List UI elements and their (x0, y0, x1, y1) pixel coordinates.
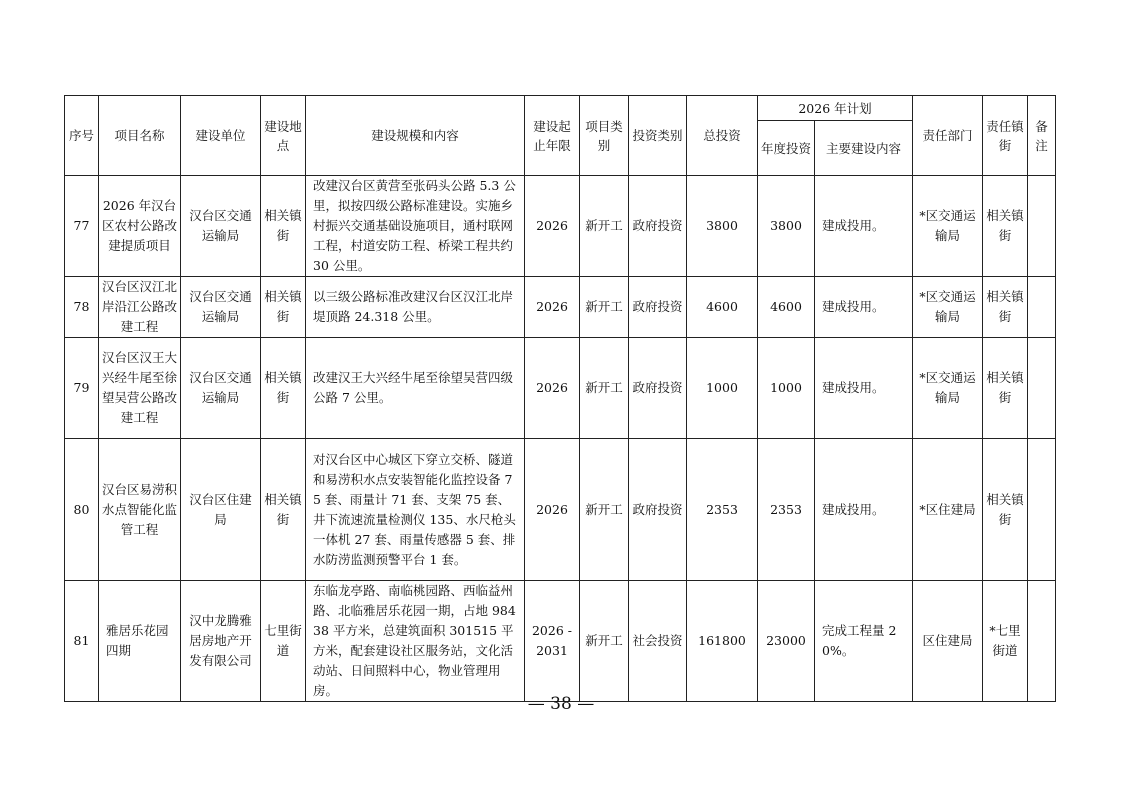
project-table (64, 95, 1056, 702)
header-location: 建设地点 (261, 96, 306, 176)
cell-dept: *区交通运输局 (913, 338, 983, 439)
cell-annual: 2353 (758, 439, 815, 581)
cell-annual: 23000 (758, 581, 815, 702)
table-row (65, 338, 1056, 439)
cell-location: 相关镇街 (261, 439, 306, 581)
cell-seq: 81 (65, 581, 99, 702)
cell-dept: *区住建局 (913, 439, 983, 581)
cell-invest-type: 政府投资 (629, 176, 687, 277)
cell-scale: 对汉台区中心城区下穿立交桥、隧道和易涝积水点安装智能化监控设备 75 套、雨量计 71 套、支架 75 套、井下流速流量检测仪 135、水尺枪头一体机 27 套、雨量传感器 5 套、排水防涝监测预警平台 1 套。 (306, 439, 525, 581)
header-annual: 年度投资 (758, 121, 815, 176)
header-seq: 序号 (65, 96, 99, 176)
cell-name: 汉台区汉王大兴经牛尾至徐望吴营公路改建工程 (99, 338, 181, 439)
cell-seq: 79 (65, 338, 99, 439)
cell-street: 相关镇街 (983, 338, 1028, 439)
cell-name: 雅居乐花园四期 (99, 581, 181, 702)
cell-category: 新开工 (580, 176, 629, 277)
cell-total: 3800 (687, 176, 758, 277)
cell-dept: *区交通运输局 (913, 176, 983, 277)
cell-period: 2026 (525, 439, 580, 581)
cell-unit: 汉台区交通运输局 (181, 176, 261, 277)
header-note: 备注 (1028, 96, 1056, 176)
cell-invest-type: 政府投资 (629, 338, 687, 439)
cell-scale: 东临龙亭路、南临桃园路、西临益州路、北临雅居乐花园一期，占地 98438 平方米，总建筑面积 301515 平方米，配套建设社区服务站，文化活动站、日间照料中心，物业管理用房。 (306, 581, 525, 702)
cell-period: 2026 (525, 176, 580, 277)
cell-unit: 汉中龙腾雅居房地产开发有限公司 (181, 581, 261, 702)
table-body (65, 176, 1056, 702)
cell-period: 2026 (525, 338, 580, 439)
cell-street: 相关镇街 (983, 439, 1028, 581)
cell-street: 相关镇街 (983, 176, 1028, 277)
cell-street: 相关镇街 (983, 277, 1028, 338)
cell-street: *七里街道 (983, 581, 1028, 702)
header-period: 建设起止年限 (525, 96, 580, 176)
table-row (65, 277, 1056, 338)
cell-seq: 80 (65, 439, 99, 581)
cell-scale: 改建汉台区黄营至张码头公路 5.3 公里，拟按四级公路标准建设。实施乡村振兴交通基础设施项目，通村联网工程，村道安防工程、桥梁工程共约 30 公里。 (306, 176, 525, 277)
cell-location: 相关镇街 (261, 277, 306, 338)
page-number: — 38 — (527, 694, 595, 714)
cell-main-content: 完成工程量 20%。 (815, 581, 913, 702)
cell-category: 新开工 (580, 338, 629, 439)
header-category: 项目类别 (580, 96, 629, 176)
cell-period: 2026 - 2031 (525, 581, 580, 702)
header-main-content: 主要建设内容 (815, 121, 913, 176)
header-invest-type: 投资类别 (629, 96, 687, 176)
cell-scale: 改建汉王大兴经牛尾至徐望吴营四级公路 7 公里。 (306, 338, 525, 439)
cell-period: 2026 (525, 277, 580, 338)
table-header (65, 96, 1056, 176)
cell-unit: 汉台区交通运输局 (181, 277, 261, 338)
cell-main-content: 建成投用。 (815, 338, 913, 439)
cell-annual: 1000 (758, 338, 815, 439)
cell-unit: 汉台区住建局 (181, 439, 261, 581)
table-row (65, 176, 1056, 277)
cell-category: 新开工 (580, 277, 629, 338)
header-total: 总投资 (687, 96, 758, 176)
header-dept: 责任部门 (913, 96, 983, 176)
cell-category: 新开工 (580, 581, 629, 702)
cell-unit: 汉台区交通运输局 (181, 338, 261, 439)
cell-main-content: 建成投用。 (815, 439, 913, 581)
cell-note (1028, 277, 1056, 338)
cell-invest-type: 社会投资 (629, 581, 687, 702)
header-name: 项目名称 (99, 96, 181, 176)
header-scale: 建设规模和内容 (306, 96, 525, 176)
cell-note (1028, 581, 1056, 702)
cell-main-content: 建成投用。 (815, 176, 913, 277)
cell-total: 4600 (687, 277, 758, 338)
header-unit: 建设单位 (181, 96, 261, 176)
cell-invest-type: 政府投资 (629, 439, 687, 581)
table-row (65, 439, 1056, 581)
cell-note (1028, 176, 1056, 277)
cell-dept: 区住建局 (913, 581, 983, 702)
cell-name: 2026 年汉台区农村公路改建提质项目 (99, 176, 181, 277)
cell-name: 汉台区汉江北岸沿江公路改建工程 (99, 277, 181, 338)
cell-category: 新开工 (580, 439, 629, 581)
cell-seq: 78 (65, 277, 99, 338)
table-row (65, 581, 1056, 702)
cell-note (1028, 439, 1056, 581)
cell-location: 相关镇街 (261, 338, 306, 439)
cell-location: 相关镇街 (261, 176, 306, 277)
cell-name: 汉台区易涝积水点智能化监管工程 (99, 439, 181, 581)
cell-total: 161800 (687, 581, 758, 702)
cell-annual: 3800 (758, 176, 815, 277)
cell-total: 2353 (687, 439, 758, 581)
cell-total: 1000 (687, 338, 758, 439)
cell-dept: *区交通运输局 (913, 277, 983, 338)
cell-invest-type: 政府投资 (629, 277, 687, 338)
cell-annual: 4600 (758, 277, 815, 338)
cell-main-content: 建成投用。 (815, 277, 913, 338)
cell-scale: 以三级公路标准改建汉台区汉江北岸堤顶路 24.318 公里。 (306, 277, 525, 338)
cell-seq: 77 (65, 176, 99, 277)
header-plan-group: 2026 年计划 (758, 96, 913, 121)
header-street: 责任镇街 (983, 96, 1028, 176)
cell-note (1028, 338, 1056, 439)
cell-location: 七里街道 (261, 581, 306, 702)
